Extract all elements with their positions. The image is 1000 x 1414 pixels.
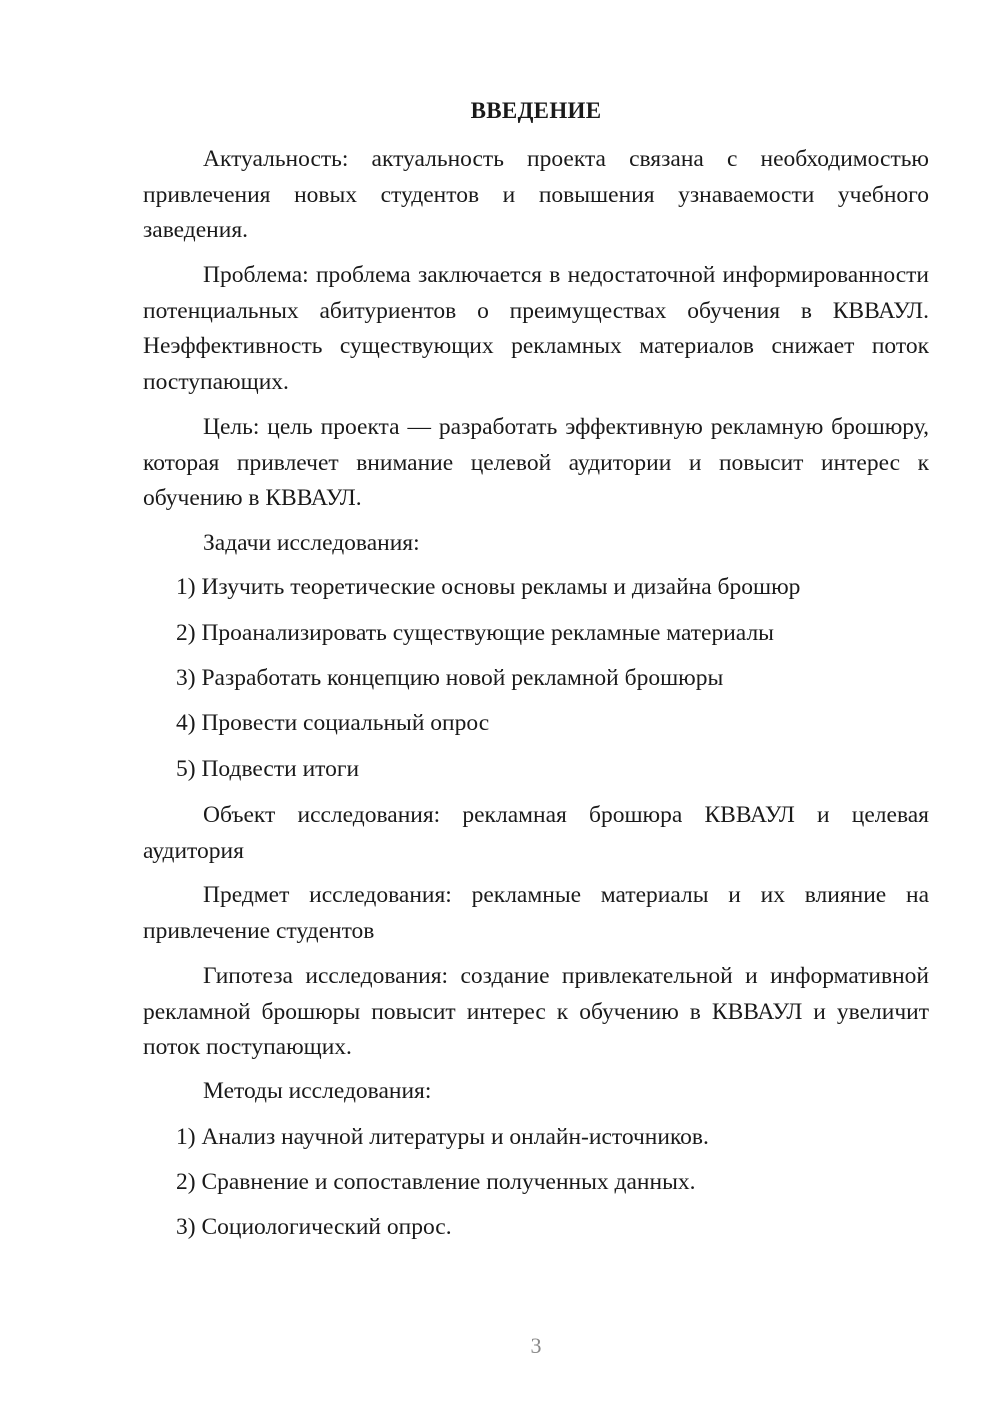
methods-title: Методы исследования: (203, 1078, 432, 1104)
paragraph-goal: Цель: цель проекта — разработать эффективную рекламную брошюру, которая привлечет внимание целевой аудитории и повысит интерес к обучению в КВВАУЛ. (143, 414, 929, 511)
paragraph-problem: Проблема: проблема заключается в недостаточной информированности потенциальных абитуриентов о преимуществах обучения в КВВАУЛ. Неэффективность существующих рекламных материалов снижает поток поступающих. (143, 262, 929, 395)
paragraph-object: Объект исследования: рекламная брошюра КВВАУЛ и целевая аудитория (143, 802, 929, 864)
method-item-3: 3) Социологический опрос. (176, 1214, 452, 1240)
paragraph-hypothesis: Гипотеза исследования: создание привлекательной и информативной рекламной брошюры повысит интерес к обучению в КВВАУЛ и увеличит поток поступающих. (143, 963, 929, 1060)
task-item-2: 2) Проанализировать существующие рекламные материалы (176, 620, 774, 646)
method-item-1: 1) Анализ научной литературы и онлайн-источников. (176, 1124, 709, 1150)
paragraph-relevance: Актуальность: актуальность проекта связана с необходимостью привлечения новых студентов и повышения узнаваемости учебного заведения. (143, 146, 929, 243)
task-item-3: 3) Разработать концепцию новой рекламной брошюры (176, 665, 724, 691)
task-item-5: 5) Подвести итоги (176, 756, 360, 782)
task-item-1: 1) Изучить теоретические основы рекламы и дизайна брошюр (176, 574, 801, 600)
method-item-2: 2) Сравнение и сопоставление полученных данных. (176, 1169, 696, 1195)
tasks-title: Задачи исследования: (203, 530, 420, 556)
task-item-4: 4) Провести социальный опрос (176, 710, 490, 736)
page-number: 3 (530, 1333, 542, 1358)
page-title: ВВЕДЕНИЕ (470, 98, 602, 123)
paragraph-subject: Предмет исследования: рекламные материалы и их влияние на привлечение студентов (143, 882, 929, 944)
